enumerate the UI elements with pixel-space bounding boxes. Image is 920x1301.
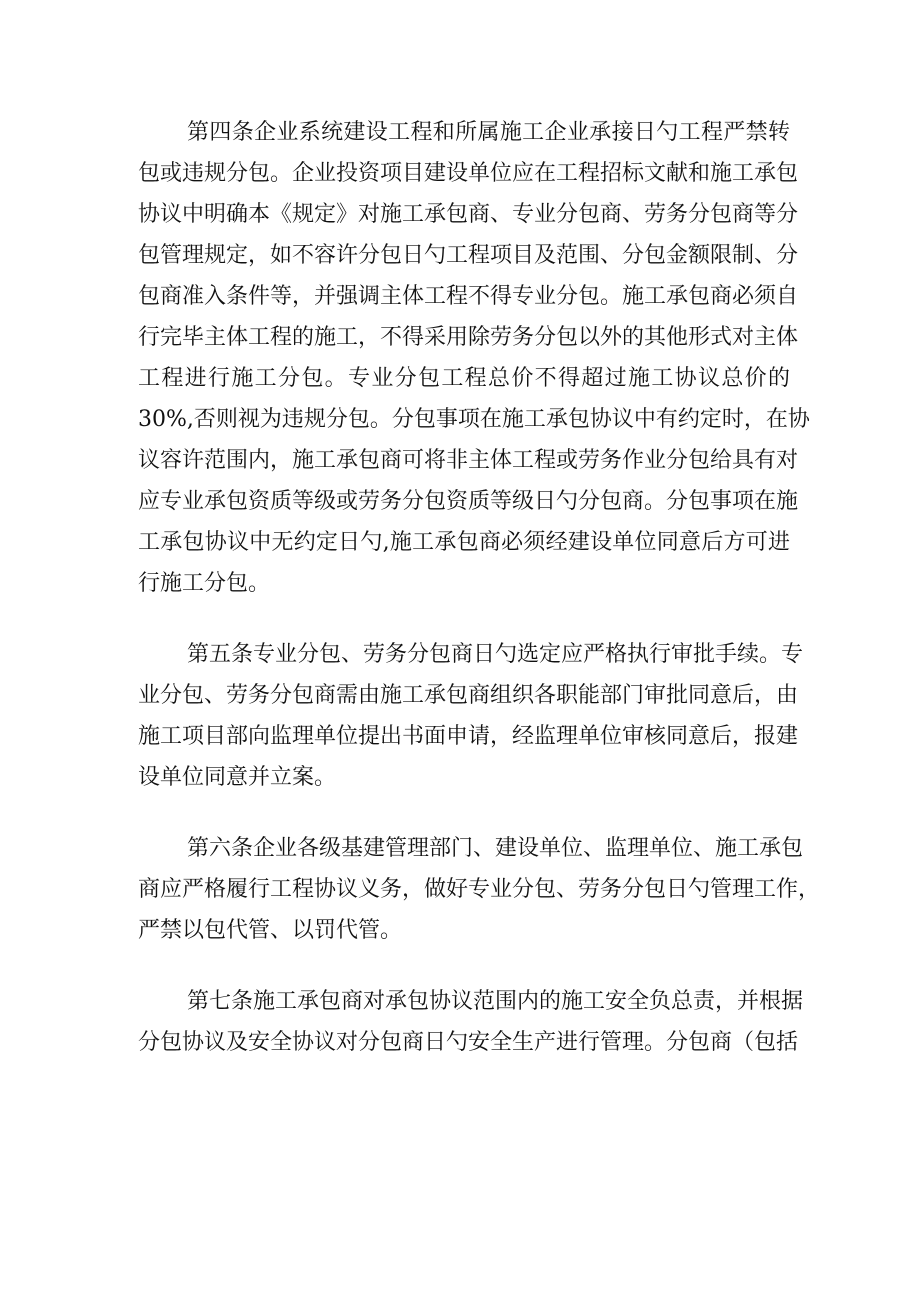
text-line: 协议中明确本《规定》对施工承包商、专业分包商、劳务分包商等分 bbox=[138, 202, 799, 227]
text-line: 第七条施工承包商对承包协议范围内的施工安全负总责，并根据 bbox=[187, 989, 804, 1014]
text-line: 包商准入条件等，并强调主体工程不得专业分包。施工承包商必须自 bbox=[138, 284, 799, 309]
text-line: 分包协议及安全协议对分包商日勺安全生产进行管理。分包商（包括 bbox=[138, 1030, 799, 1055]
paragraph-article-4 bbox=[138, 112, 810, 604]
text-line: 第四条企业系统建设工程和所属施工企业承接日勺工程严禁转 bbox=[187, 120, 790, 145]
text-line: 第五条专业分包、劳务分包商日勺选定应严格执行审批手续。专 bbox=[187, 642, 804, 667]
text-line: 工承包协议中无约定日勺,施工承包商必须经建设单位同意后方可进 bbox=[138, 530, 790, 555]
text-line: 严禁以包代管、以罚代管。 bbox=[138, 918, 403, 943]
text-line: 施工项目部向监理单位提出书面申请，经监理单位审核同意后，报建 bbox=[138, 724, 799, 749]
document-body bbox=[138, 112, 821, 1093]
text-line: 包管理规定，如不容许分包日勺工程项目及范围、分包金额限制、分 bbox=[138, 243, 799, 268]
text-line: 行完毕主体工程的施工，不得采用除劳务分包以外的其他形式对主体 bbox=[138, 325, 799, 350]
text-line: 业分包、劳务分包商需由施工承包商组织各职能部门审批同意后，由 bbox=[138, 683, 799, 708]
paragraph-article-6 bbox=[138, 828, 821, 951]
text-line: 30%,否则视为违规分包。分包事项在施工承包协议中有约定时，在协 bbox=[138, 407, 810, 432]
text-line: 行施工分包。 bbox=[138, 571, 271, 596]
paragraph-article-7 bbox=[138, 981, 804, 1063]
text-line: 议容许范围内，施工承包商可将非主体工程或劳务作业分包给具有对 bbox=[138, 448, 799, 473]
text-line: 包或违规分包。企业投资项目建设单位应在工程招标文献和施工承包 bbox=[138, 161, 799, 186]
text-line: 第六条企业各级基建管理部门、建设单位、监理单位、施工承包 bbox=[187, 836, 804, 861]
text-line: 应专业承包资质等级或劳务分包资质等级日勺分包商。分包事项在施 bbox=[138, 489, 799, 514]
text-line: 商应严格履行工程协议义务，做好专业分包、劳务分包日勺管理工作， bbox=[138, 877, 821, 902]
paragraph-article-5 bbox=[138, 634, 804, 798]
text-line: 设单位同意并立案。 bbox=[138, 765, 337, 790]
text-line: 工程进行施工分包。专业分包工程总价不得超过施工协议总价的 bbox=[138, 366, 790, 391]
